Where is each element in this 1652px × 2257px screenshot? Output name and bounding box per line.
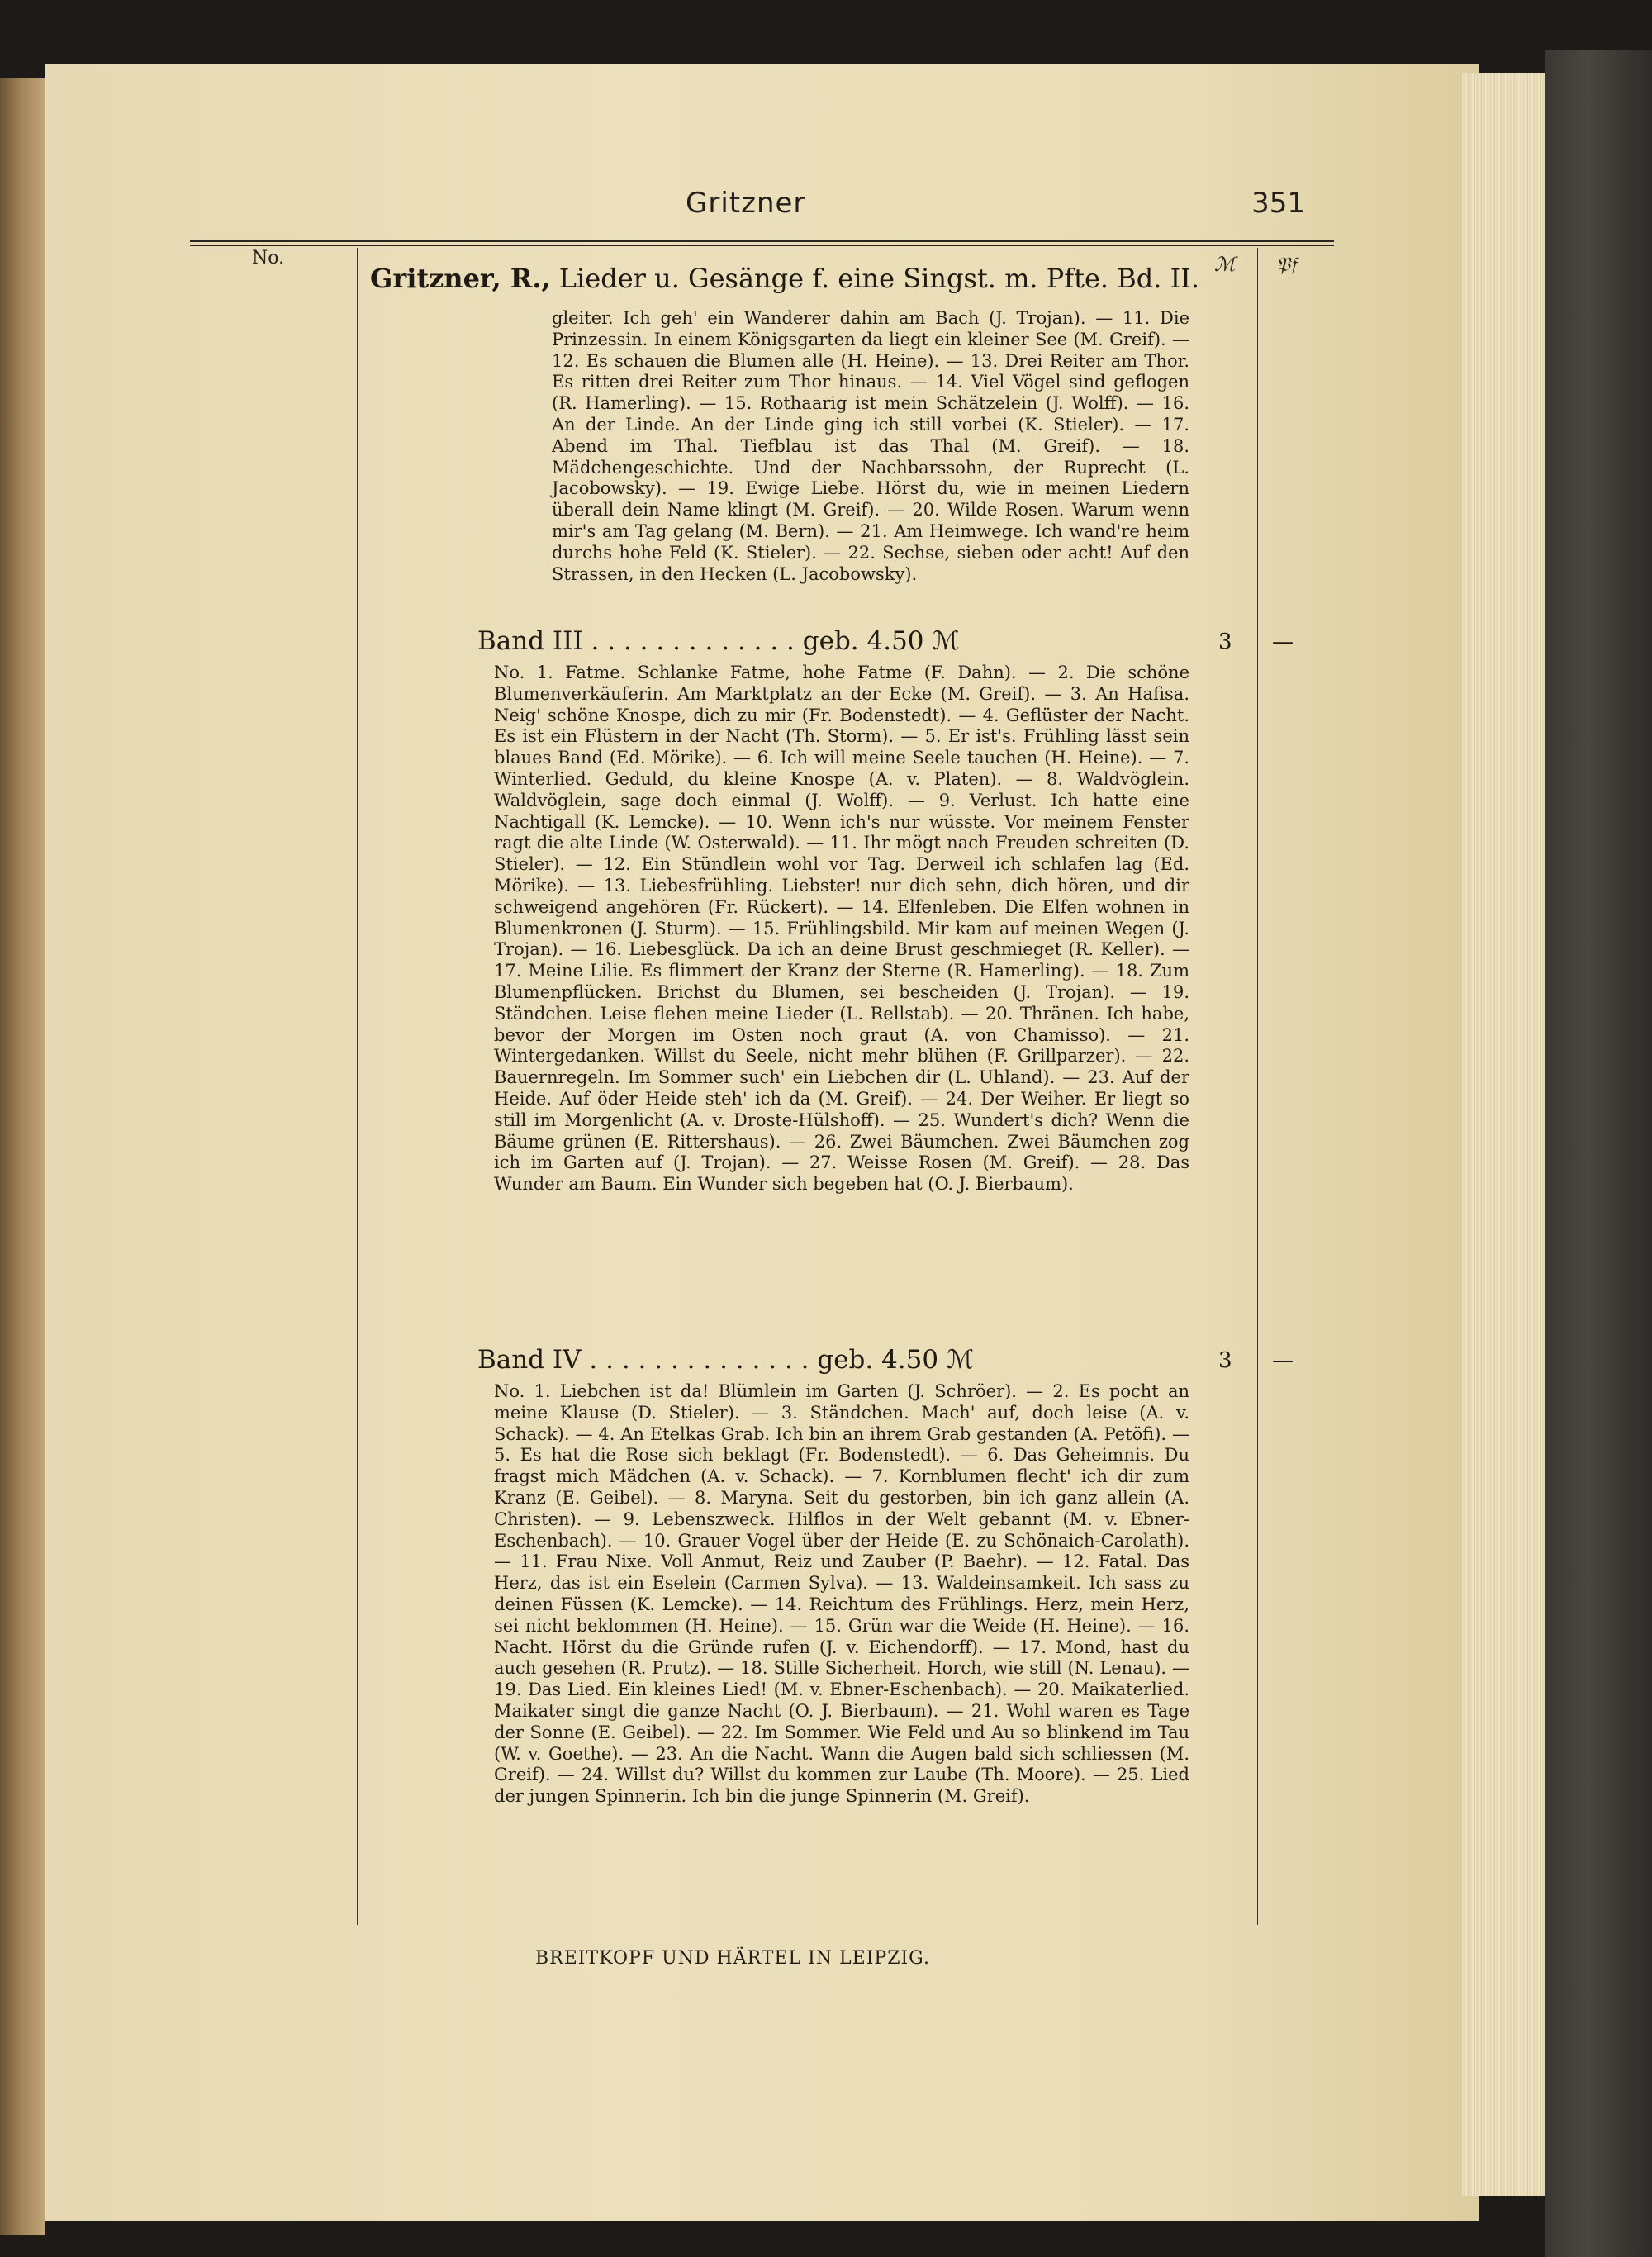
publisher-footer: BREITKOPF UND HÄRTEL IN LEIPZIG.: [535, 1948, 930, 1969]
column-divider-mark: [1257, 248, 1258, 1925]
band3-line: [477, 626, 1196, 656]
entry-title: Lieder u. Gesänge f. eine Singst. m. Pfte. Bd. II.: [558, 263, 1200, 294]
band4-mark: 3: [1218, 1348, 1232, 1373]
facing-page-edge: [0, 78, 45, 2235]
band3-leader: . . . . . . . . . . . . .: [582, 626, 795, 656]
header-rule: [190, 240, 1334, 242]
page-number: 351: [1251, 187, 1305, 220]
band2-contents: gleiter. Ich geh' ein Wanderer dahin am Bach (J. Trojan). — 11. Die Prinzessin. In einem Königsgarten da liegt ein kleiner See (M. Greif). — 12. Es schauen die Blumen alle (H. Heine). — 13. Drei Reiter am Thor. Es ritten drei Reiter zum Thor hinaus. — 14. Viel Vögel sind geflogen (R. Hamerling). — 15. Rothaarig ist mein Schätzelein (J. Wolff). — 16. An der Linde. An der Linde ging ich still vorbei (K. Stieler). — 17. Abend im Thal. Tiefblau ist das Thal (M. Greif). — 18. Mädchengeschichte. Und der Nachbarssohn, der Ruprecht (L. Jacobowsky). — 19. Ewige Liebe. Hörst du, wie in meinen Liedern überall dein Name klingt (M. Greif). — 20. Wilde Rosen. Warum wenn mir's am Tag gelang (M. Bern). — 21. Am Heimwege. Ich wand're heim durchs hohe Feld (K. Stieler). — 22. Sechse, sieben oder acht! Auf den Strassen, in den Hecken (L. Jacobowsky).: [552, 308, 1189, 584]
band4-label: Band IV: [477, 1345, 582, 1375]
column-divider-no: [357, 248, 358, 1925]
column-header-mark: ℳ: [1214, 253, 1236, 276]
band3-label: Band III: [477, 626, 583, 656]
entry-heading: [370, 263, 1199, 294]
column-header-no: No.: [252, 248, 285, 268]
running-head: [355, 187, 1313, 228]
book-binding: [1545, 50, 1652, 2257]
header-rule-thin: [190, 245, 1334, 246]
band4-contents: No. 1. Liebchen ist da! Blümlein im Garten (J. Schröer). — 2. Es pocht an meine Klause (D. Stieler). — 3. Ständchen. Mach' auf, doch leise (A. v. Schack). — 4. An Etelkas Grab. Ich bin an ihrem Grab gestanden (A. Petöfi). — 5. Es hat die Rose sich beklagt (Fr. Bodenstedt). — 6. Das Geheimnis. Du fragst mich Mädchen (A. v. Schack). — 7. Kornblumen flecht' ich dir zum Kranz (E. Geibel). — 8. Maryna. Seit du gestorben, bin ich ganz allein (A. Christen). — 9. Lebenszweck. Hilflos in der Welt gebannt (M. v. Ebner-Eschenbach). — 10. Grauer Vogel über der Heide (E. zu Schönaich-Carolath). — 11. Frau Nixe. Voll Anmut, Reiz und Zauber (P. Baehr). — 12. Fatal. Das Herz, das ist ein Eselein (Carmen Sylva). — 13. Waldeinsamkeit. Ich sass zu deinen Füssen (K. Lemcke). — 14. Reichtum des Frühlings. Herz, mein Herz, sei nicht beklommen (H. Heine). — 15. Grün war die Weide (H. Heine). — 16. Nacht. Hörst du die Gründe rufen (J. v. Eichendorff). — 17. Mond, hast du auch gesehen (R. Prutz). — 18. Stille Sicherheit. Horch, wie still (N. Lenau). — 19. Das Lied. Ein kleines Lied! (M. v. Ebner-Eschenbach). — 20. Maikaterlied. Maikater singt die ganze Nacht (O. J. Bierbaum). — 21. Wohl waren es Tage der Sonne (E. Geibel). — 22. Im Sommer. Wie Feld und Au so blinkend im Tau (W. v. Goethe). — 23. An die Nacht. Wann die Augen bald sich schliessen (M. Greif). — 24. Willst du? Willst du kommen zur Laube (Th. Moore). — 25. Lied der jungen Spinnerin. Ich bin die junge Spinnerin (M. Greif).: [494, 1381, 1189, 1807]
page-stack-edges: [1462, 73, 1545, 2196]
band3-pf: —: [1272, 630, 1294, 654]
composer-name: Gritzner, R.,: [370, 263, 551, 294]
band4-line: [477, 1345, 1196, 1375]
running-title: Gritzner: [686, 187, 806, 220]
band4-pf: —: [1272, 1348, 1294, 1373]
band3-contents: No. 1. Fatme. Schlanke Fatme, hohe Fatme (F. Dahn). — 2. Die schöne Blumenverkäuferin. Am Marktplatz an der Ecke (M. Greif). — 3. An Hafisa. Neig' schöne Knospe, dich zu mir (Fr. Bodenstedt). — 4. Geflüster der Nacht. Es ist ein Flüstern in der Nacht (Th. Storm). — 5. Er ist's. Frühling lässt sein blaues Band (Ed. Mörike). — 6. Ich will meine Seele tauchen (H. Heine). — 7. Winterlied. Geduld, du kleine Knospe (A. v. Platen). — 8. Waldvöglein. Waldvöglein, sage doch einmal (J. Wolff). — 9. Verlust. Ich hatte eine Nachtigall (K. Lemcke). — 10. Wenn ich's nur wüsste. Vor meinem Fenster ragt die alte Linde (W. Osterwald). — 11. Ihr mögt nach Freuden schreiten (D. Stieler). — 12. Ein Stündlein wohl vor Tag. Derweil ich schlafen lag (Ed. Mörike). — 13. Liebesfrühling. Liebster! nur dich sehn, dich hören, und dir schweigend angehören (Fr. Rückert). — 14. Elfenleben. Die Elfen wohnen in Blumenkronen (J. Sturm). — 15. Frühlingsbild. Mir kam auf meinen Wegen (J. Trojan). — 16. Liebesglück. Da ich an deine Brust geschmieget (R. Keller). — 17. Meine Lilie. Es flimmert der Kranz der Sterne (R. Hamerling). — 18. Zum Blumenpflücken. Brichst du Blumen, sei bescheiden (J. Trojan). — 19. Ständchen. Leise flehen meine Lieder (L. Rellstab). — 20. Thränen. Ich habe, bevor der Morgen im Osten noch graut (A. von Chamisso). — 21. Wintergedanken. Willst du Seele, nicht mehr blühen (F. Grillparzer). — 22. Bauernregeln. Im Sommer such' ein Liebchen dir (L. Uhland). — 23. Auf der Heide. Auf öder Heide steh' ich da (M. Greif). — 24. Der Weiher. Er liegt so still im Morgenlicht (A. v. Droste-Hülshoff). — 25. Wundert's dich? Wenn die Bäume grünen (E. Rittershaus). — 26. Zwei Bäumchen. Zwei Bäumchen zog ich im Garten auf (J. Trojan). — 27. Weisse Rosen (M. Greif). — 28. Das Wunder am Baum. Ein Wunder sich begeben hat (O. J. Bierbaum).: [494, 663, 1189, 1195]
column-header-pf: 𝔓𝔣: [1276, 253, 1297, 276]
band3-price: geb. 4.50 ℳ: [802, 626, 960, 656]
band4-price: geb. 4.50 ℳ: [817, 1345, 975, 1375]
band4-leader: . . . . . . . . . . . . . .: [581, 1345, 809, 1375]
band3-mark: 3: [1218, 630, 1232, 654]
